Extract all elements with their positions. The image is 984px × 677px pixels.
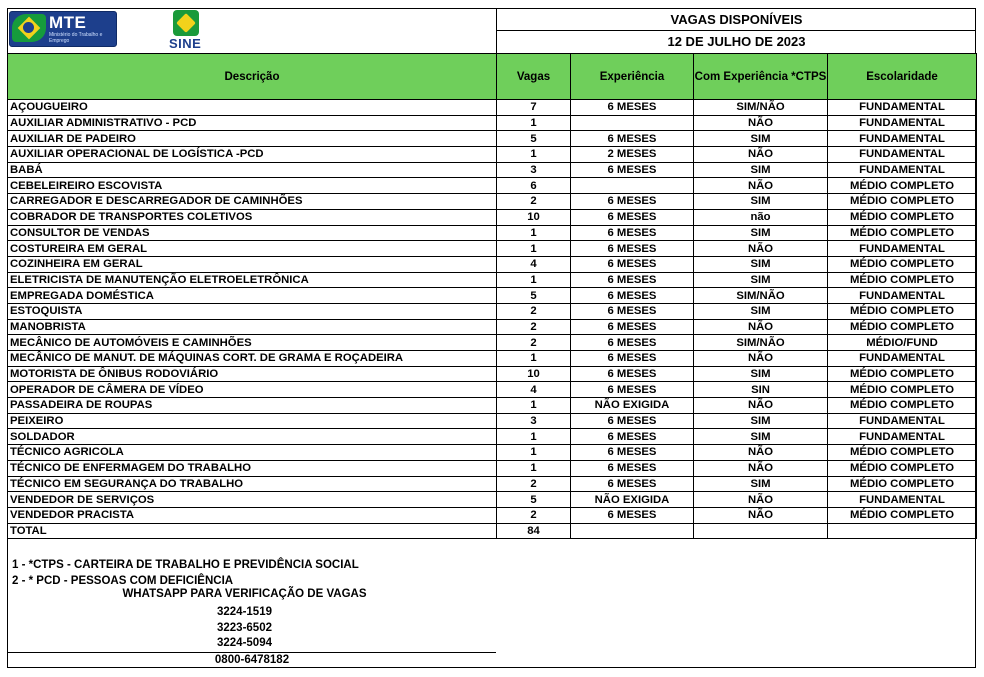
job-title-cell: AUXILIAR ADMINISTRATIVO - PCD xyxy=(8,115,497,131)
experience-cell: 6 MESES xyxy=(571,256,694,272)
experience-cell: 6 MESES xyxy=(571,445,694,461)
jobs-table xyxy=(7,53,977,539)
table-row xyxy=(8,413,977,429)
table-row xyxy=(8,194,977,210)
education-cell: MÉDIO COMPLETO xyxy=(828,256,977,272)
education-cell: FUNDAMENTAL xyxy=(828,147,977,163)
vacancies-cell: 4 xyxy=(497,382,571,398)
job-title-cell: COZINHEIRA EM GERAL xyxy=(8,256,497,272)
education-cell: MÉDIO COMPLETO xyxy=(828,366,977,382)
education-cell: FUNDAMENTAL xyxy=(828,241,977,257)
experience-cell: 6 MESES xyxy=(571,413,694,429)
sine-logo-text: SINE xyxy=(169,36,202,51)
table-row xyxy=(8,382,977,398)
ctps-experience-cell: SIM xyxy=(694,476,828,492)
vacancies-cell: 1 xyxy=(497,272,571,288)
education-cell: MÉDIO COMPLETO xyxy=(828,476,977,492)
ctps-experience-cell: SIM xyxy=(694,272,828,288)
ctps-experience-cell: SIM xyxy=(694,194,828,210)
table-row xyxy=(8,445,977,461)
job-title-cell: AUXILIAR OPERACIONAL DE LOGÍSTICA -PCD xyxy=(8,147,497,163)
vacancies-cell: 2 xyxy=(497,303,571,319)
experience-cell: 6 MESES xyxy=(571,366,694,382)
education-cell: FUNDAMENTAL xyxy=(828,492,977,508)
vacancies-cell: 5 xyxy=(497,288,571,304)
experience-cell: 6 MESES xyxy=(571,225,694,241)
education-cell: FUNDAMENTAL xyxy=(828,413,977,429)
vacancies-cell: 6 xyxy=(497,178,571,194)
mte-logo-subtitle: Ministério do Trabalho e Emprego xyxy=(49,32,103,44)
experience-cell: 6 MESES xyxy=(571,131,694,147)
ctps-experience-cell: NÃO xyxy=(694,319,828,335)
logo-area xyxy=(7,8,496,53)
table-row xyxy=(8,319,977,335)
table-row xyxy=(8,209,977,225)
vacancies-cell: 10 xyxy=(497,209,571,225)
table-row xyxy=(8,492,977,508)
experience-cell xyxy=(571,178,694,194)
experience-cell: 6 MESES xyxy=(571,162,694,178)
education-cell: FUNDAMENTAL xyxy=(828,131,977,147)
job-title-cell: MANOBRISTA xyxy=(8,319,497,335)
footnote-ctps: 1 - *CTPS - CARTEIRA DE TRABALHO E PREVIDÊNCIA SOCIAL xyxy=(12,559,359,571)
page-title: VAGAS DISPONÍVEIS xyxy=(670,12,803,27)
education-cell: MÉDIO COMPLETO xyxy=(828,225,977,241)
education-cell: MÉDIO/FUND xyxy=(828,335,977,351)
education-cell: MÉDIO COMPLETO xyxy=(828,272,977,288)
table-row xyxy=(8,460,977,476)
job-title-cell: CONSULTOR DE VENDAS xyxy=(8,225,497,241)
job-title-cell: ELETRICISTA DE MANUTENÇÃO ELETROELETRÔNICA xyxy=(8,272,497,288)
ctps-experience-cell: NÃO xyxy=(694,147,828,163)
total-row xyxy=(8,523,977,539)
vacancies-cell: 1 xyxy=(497,398,571,414)
ctps-experience-cell: SIM xyxy=(694,303,828,319)
ctps-experience-cell: NÃO xyxy=(694,398,828,414)
vacancies-cell: 1 xyxy=(497,147,571,163)
table-row xyxy=(8,241,977,257)
ctps-experience-cell: NÃO xyxy=(694,445,828,461)
education-cell: MÉDIO COMPLETO xyxy=(828,303,977,319)
table-row xyxy=(8,398,977,414)
job-title-cell: CARREGADOR E DESCARREGADOR DE CAMINHÕES xyxy=(8,194,497,210)
whatsapp-label: WHATSAPP PARA VERIFICAÇÃO DE VAGAS xyxy=(122,588,367,600)
column-header-vagas: Vagas xyxy=(497,54,571,100)
experience-cell: NÃO EXIGIDA xyxy=(571,492,694,508)
ctps-experience-cell: SIM/NÃO xyxy=(694,335,828,351)
vacancies-cell: 2 xyxy=(497,507,571,523)
experience-cell: 2 MESES xyxy=(571,147,694,163)
experience-cell: 6 MESES xyxy=(571,382,694,398)
education-cell: MÉDIO COMPLETO xyxy=(828,460,977,476)
job-title-cell: MECÂNICO DE MANUT. DE MÁQUINAS CORT. DE GRAMA E ROÇADEIRA xyxy=(8,351,497,367)
ctps-experience-cell: NÃO xyxy=(694,460,828,476)
column-header-com-experiencia-ctps: Com Experiência *CTPS xyxy=(694,54,828,100)
job-title-cell: VENDEDOR PRACISTA xyxy=(8,507,497,523)
ctps-experience-cell: SIN xyxy=(694,382,828,398)
vacancies-cell: 3 xyxy=(497,162,571,178)
footnotes xyxy=(12,558,359,589)
vacancies-cell: 10 xyxy=(497,366,571,382)
table-row xyxy=(8,100,977,116)
education-cell: FUNDAMENTAL xyxy=(828,429,977,445)
job-title-cell: AÇOUGUEIRO xyxy=(8,100,497,116)
experience-cell: 6 MESES xyxy=(571,507,694,523)
ctps-experience-cell: NÃO xyxy=(694,241,828,257)
job-title-cell: VENDEDOR DE SERVIÇOS xyxy=(8,492,497,508)
vacancies-cell: 1 xyxy=(497,460,571,476)
education-cell: FUNDAMENTAL xyxy=(828,351,977,367)
education-cell: MÉDIO COMPLETO xyxy=(828,507,977,523)
page-date: 12 DE JULHO DE 2023 xyxy=(667,34,806,49)
vacancies-cell: 1 xyxy=(497,115,571,131)
vacancies-cell: 2 xyxy=(497,476,571,492)
vacancies-cell: 4 xyxy=(497,256,571,272)
education-cell: FUNDAMENTAL xyxy=(828,288,977,304)
table-row xyxy=(8,335,977,351)
vacancies-cell: 3 xyxy=(497,413,571,429)
title-box xyxy=(496,8,976,53)
job-title-cell: SOLDADOR xyxy=(8,429,497,445)
education-cell: MÉDIO COMPLETO xyxy=(828,209,977,225)
education-cell: FUNDAMENTAL xyxy=(828,162,977,178)
job-title-cell: MECÂNICO DE AUTOMÓVEIS E CAMINHÕES xyxy=(8,335,497,351)
ctps-experience-cell: não xyxy=(694,209,828,225)
ctps-experience-cell: SIM/NÃO xyxy=(694,288,828,304)
experience-cell: 6 MESES xyxy=(571,351,694,367)
experience-cell: 6 MESES xyxy=(571,303,694,319)
total-value: 84 xyxy=(497,523,571,539)
vacancies-cell: 5 xyxy=(497,131,571,147)
job-title-cell: TÉCNICO DE ENFERMAGEM DO TRABALHO xyxy=(8,460,497,476)
table-row xyxy=(8,225,977,241)
job-title-cell: CEBELEIREIRO ESCOVISTA xyxy=(8,178,497,194)
experience-cell: 6 MESES xyxy=(571,241,694,257)
table-row xyxy=(8,351,977,367)
job-title-cell: TÉCNICO EM SEGURANÇA DO TRABALHO xyxy=(8,476,497,492)
ctps-experience-cell: SIM xyxy=(694,256,828,272)
table-row xyxy=(8,366,977,382)
education-cell: FUNDAMENTAL xyxy=(828,100,977,116)
table-header-row xyxy=(8,54,977,100)
vacancies-cell: 1 xyxy=(497,429,571,445)
job-title-cell: MOTORISTA DE ÔNIBUS RODOVIÁRIO xyxy=(8,366,497,382)
vacancies-cell: 1 xyxy=(497,225,571,241)
vacancies-cell: 2 xyxy=(497,194,571,210)
toll-free-number: 0800-6478182 xyxy=(214,654,290,666)
column-header-descricao: Descrição xyxy=(8,54,497,100)
sine-logo xyxy=(165,10,209,52)
phone-number: 3224-1519 xyxy=(217,606,272,618)
table-row xyxy=(8,476,977,492)
ctps-experience-cell: SIM xyxy=(694,366,828,382)
empty-cell xyxy=(571,523,694,539)
ctps-experience-cell: SIM xyxy=(694,429,828,445)
vacancies-cell: 2 xyxy=(497,319,571,335)
header xyxy=(7,8,976,53)
phone-number: 3224-5094 xyxy=(217,637,272,649)
ctps-experience-cell: NÃO xyxy=(694,492,828,508)
table-row xyxy=(8,303,977,319)
ctps-experience-cell: SIM xyxy=(694,225,828,241)
table-row xyxy=(8,272,977,288)
job-title-cell: AUXILIAR DE PADEIRO xyxy=(8,131,497,147)
ctps-experience-cell: NÃO xyxy=(694,115,828,131)
experience-cell: 6 MESES xyxy=(571,272,694,288)
experience-cell: 6 MESES xyxy=(571,476,694,492)
vacancies-cell: 1 xyxy=(497,351,571,367)
footnote-pcd: 2 - * PCD - PESSOAS COM DEFICIÊNCIA xyxy=(12,574,234,587)
experience-cell: 6 MESES xyxy=(571,335,694,351)
experience-cell: 6 MESES xyxy=(571,319,694,335)
table-row xyxy=(8,429,977,445)
table-row xyxy=(8,131,977,147)
empty-cell xyxy=(828,523,977,539)
job-title-cell: BABÁ xyxy=(8,162,497,178)
education-cell: MÉDIO COMPLETO xyxy=(828,178,977,194)
mte-logo-text: MTE xyxy=(49,13,87,32)
ctps-experience-cell: NÃO xyxy=(694,351,828,367)
job-title-cell: ESTOQUISTA xyxy=(8,303,497,319)
table-row xyxy=(8,288,977,304)
job-title-cell: EMPREGADA DOMÉSTICA xyxy=(8,288,497,304)
ctps-experience-cell: NÃO xyxy=(694,507,828,523)
experience-cell: 6 MESES xyxy=(571,209,694,225)
vacancies-cell: 7 xyxy=(497,100,571,116)
job-title-cell: PEIXEIRO xyxy=(8,413,497,429)
phone-number: 3223-6502 xyxy=(217,621,272,634)
ctps-experience-cell: SIM/NÃO xyxy=(694,100,828,116)
column-header-escolaridade: Escolaridade xyxy=(828,54,977,100)
experience-cell: 6 MESES xyxy=(571,288,694,304)
education-cell: FUNDAMENTAL xyxy=(828,115,977,131)
table-row xyxy=(8,178,977,194)
ctps-experience-cell: NÃO xyxy=(694,178,828,194)
vacancies-cell: 1 xyxy=(497,241,571,257)
experience-cell: NÃO EXIGIDA xyxy=(571,398,694,414)
vacancies-cell: 2 xyxy=(497,335,571,351)
job-title-cell: PASSADEIRA DE ROUPAS xyxy=(8,398,497,414)
job-title-cell: COBRADOR DE TRANSPORTES COLETIVOS xyxy=(8,209,497,225)
ctps-experience-cell: SIM xyxy=(694,413,828,429)
column-header-experiencia: Experiência xyxy=(571,54,694,100)
table-row xyxy=(8,115,977,131)
education-cell: MÉDIO COMPLETO xyxy=(828,319,977,335)
experience-cell: 6 MESES xyxy=(571,460,694,476)
vacancies-cell: 1 xyxy=(497,445,571,461)
empty-cell xyxy=(694,523,828,539)
sine-flag-icon xyxy=(173,10,199,36)
experience-cell: 6 MESES xyxy=(571,100,694,116)
job-title-cell: OPERADOR DE CÂMERA DE VÍDEO xyxy=(8,382,497,398)
total-label: TOTAL xyxy=(8,523,497,539)
table-row xyxy=(8,147,977,163)
experience-cell xyxy=(571,115,694,131)
ctps-experience-cell: SIM xyxy=(694,131,828,147)
table-row xyxy=(8,162,977,178)
table-row xyxy=(8,256,977,272)
phone-list xyxy=(0,605,489,652)
education-cell: MÉDIO COMPLETO xyxy=(828,382,977,398)
experience-cell: 6 MESES xyxy=(571,429,694,445)
job-title-cell: TÉCNICO AGRICOLA xyxy=(8,445,497,461)
education-cell: MÉDIO COMPLETO xyxy=(828,445,977,461)
education-cell: MÉDIO COMPLETO xyxy=(828,398,977,414)
job-title-cell: COSTUREIRA EM GERAL xyxy=(8,241,497,257)
table-row xyxy=(8,507,977,523)
experience-cell: 6 MESES xyxy=(571,194,694,210)
education-cell: MÉDIO COMPLETO xyxy=(828,194,977,210)
vacancies-cell: 5 xyxy=(497,492,571,508)
ctps-experience-cell: SIM xyxy=(694,162,828,178)
mte-logo xyxy=(9,11,117,47)
